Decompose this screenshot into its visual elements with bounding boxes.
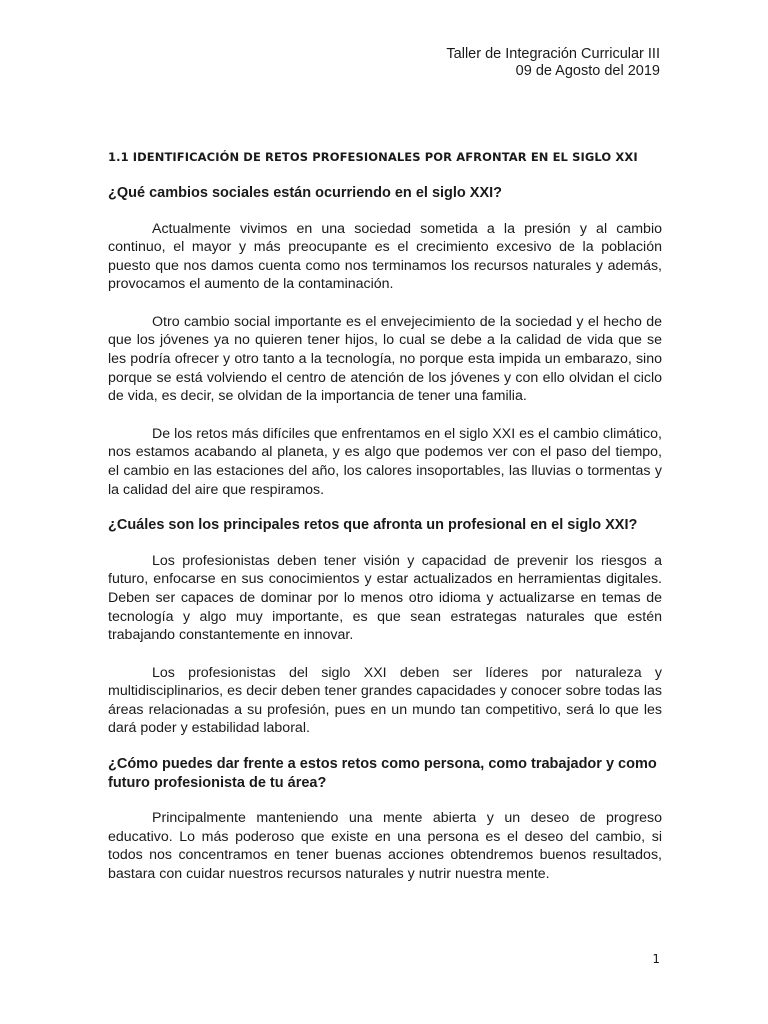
paragraph: Actualmente vivimos en una sociedad sometida a la presión y al cambio continuo, el mayor y más preocupante es el crecimiento excesivo de la población puesto que nos damos cuenta como nos terminamos los recursos naturales y además, provocamos el aumento de la contaminación. [108,220,662,293]
paragraph: Otro cambio social importante es el envejecimiento de la sociedad y el hecho de que los jóvenes ya no quieren tener hijos, lo cual se debe a la calidad de vida que se les podría ofrecer y otro tanto a la tecnología, no porque esta impida un embarazo, sino porque se está volviendo el centro de atención de los jóvenes y con ello olvidan el ciclo de vida, es decir, se olvidan de la importancia de tener una familia. [108,313,662,405]
section-title: 1.1 IDENTIFICACIÓN DE RETOS PROFESIONALES POR AFRONTAR EN EL SIGLO XXI [108,150,638,164]
paragraph: De los retos más difíciles que enfrentamos en el siglo XXI es el cambio climático, nos estamos acabando al planeta, y es algo que podemos ver con el paso del tiempo, el cambio en las estaciones del año, los calores insoportables, las lluvias o tormentas y la calidad del aire que respiramos. [108,425,662,498]
question-1: ¿Qué cambios sociales están ocurriendo en el siglo XXI? [108,185,503,201]
paragraph: Los profesionistas del siglo XXI deben ser líderes por naturaleza y multidisciplinarios, es decir deben tener grandes capacidades y conocer sobre todas las áreas relacionadas a su profesión, pues en un mundo tan competitivo, será lo que les dará poder y estabilidad laboral. [108,664,662,737]
page-header [446,46,660,80]
header-date: 09 de Agosto del 2019 [515,63,660,79]
paragraph: Principalmente manteniendo una mente abierta y un deseo de progreso educativo. Lo más poderoso que existe en una persona es el deseo del cambio, si todos nos concentramos en tener buenas acciones obtendremos buenos resultados, bastara con cuidar nuestros recursos naturales y nutrir nuestra mente. [108,810,662,882]
paragraph: Los profesionistas deben tener visión y capacidad de prevenir los riesgos a futuro, enfocarse en sus conocimientos y estar actualizados en herramientas digitales. Deben ser capaces de dominar por lo menos otro idioma y actualizarse en temas de tecnología y algo muy importante, es que sean estrategas naturales que estén trabajando constantemente en innovar. [108,552,662,644]
page-number: 1 [652,952,660,966]
question-3: ¿Cómo puedes dar frente a estos retos como persona, como trabajador y como futuro profesionista de tu área? [108,756,657,791]
question-2: ¿Cuáles son los principales retos que afronta un profesional en el siglo XXI? [108,517,638,534]
document-body [108,150,662,902]
header-course: Taller de Integración Curricular III [446,46,660,62]
